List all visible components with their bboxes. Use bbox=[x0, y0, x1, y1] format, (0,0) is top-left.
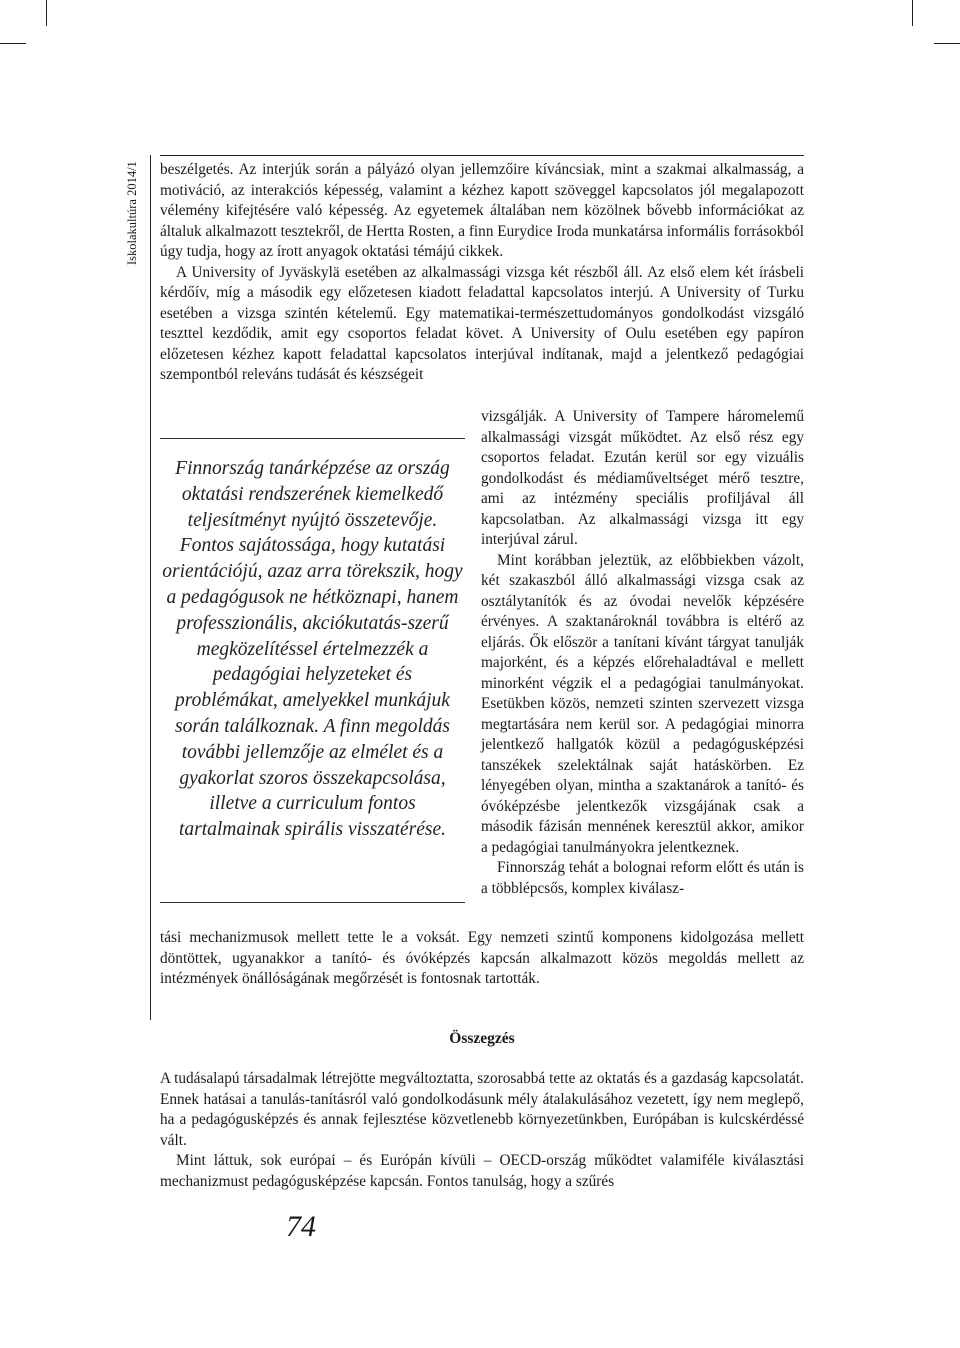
paragraph: tási mechanizmusok mellett tette le a voksát. Egy nemzeti szintű komponens kidolgozása mellett döntöttek, ugyanakkor a tanító- és óvóképzés kapcsán alkalmazott közös megoldás mellett az intézmények önállóságának megőrzését is fontosnak tartották. bbox=[160, 929, 804, 987]
paragraph: beszélgetés. Az interjúk során a pályázó olyan jellemzőire kíváncsiak, mint a szakmai alkalmasság, a motiváció, az interakciós képesség, valamint a kézhez kapott szöveggel kapcsolatos jól megalapozott vélemény kifejtésére való képesség. Az egyetemek általában nem közölnek bővebb információkat az általuk alkalmazott tesztekről, de Hertta Rosten, a finn Eurydice Iroda munkatársa informális forrásokból úgy tudja, hogy az írott anyagok oktatási témájú cikkek. bbox=[160, 161, 804, 260]
paragraph: Finnország tehát a bolognai reform előtt és után is a többlépcsős, komplex kiválasz- bbox=[481, 859, 804, 897]
body-text-right-column bbox=[481, 407, 804, 899]
paragraph: A tudásalapú társadalmak létrejötte megváltoztatta, szorosabbá tette az oktatás és a gazdaság kapcsolatát. Ennek hatásai a tanulás-tanításról való gondolkodásunk mély átalakulásához vezetett, így nem meglepő, ha a pedagógusképzés és annak fejlesztése közvetlenebb környezetünkben, Európában is kulcskérdéssé vált. bbox=[160, 1070, 804, 1149]
crop-mark bbox=[46, 0, 47, 26]
header-rule bbox=[160, 155, 804, 156]
pull-quote: Finnország tanárképzése az ország oktatási rendszerének kiemelkedő teljesítményt nyújtó összetevője. Fontos sajátossága, hogy kutatási orientációjú, azaz arra törekszik, hogy a pedagógusok ne hétköznapi, hanem professzionális, akciókutatás-szerű megközelítéssel értelmezzék a pedagógiai helyzeteket és problémákat, amelyekkel munkájuk során találkoznak. A finn megoldás további jellemzője az elmélet és a gyakorlat szoros összekapcsolása, illetve a curriculum fontos tartalmainak spirális visszatérése. bbox=[162, 458, 463, 841]
crop-mark bbox=[0, 43, 26, 44]
paragraph: A University of Jyväskylä esetében az alkalmassági vizsga két részből áll. Az első elem két írásbeli kérdőív, míg a második egy előzetesen kiadott feladattal kapcsolatos interjú. A University of Turku esetében a vizsga szintén kételemű. Egy matematikai-természettudományos gondolkodást vizsgáló teszttel kezdődik, amit egy csoportos feladat követ. A University of Oulu esetében egy papíron előzetesen kézhez kapott feladattal kapcsolatos interjúval indítanak, majd a jelentkező pedagógiai szempontból releváns tudását és készségeit bbox=[160, 263, 804, 383]
crop-mark bbox=[912, 0, 913, 26]
crop-mark bbox=[934, 43, 960, 44]
section-heading: Összegzés bbox=[449, 1030, 515, 1047]
page-number: 74 bbox=[286, 1210, 316, 1243]
pull-quote-rule-bottom bbox=[160, 902, 465, 903]
margin-rule bbox=[150, 155, 151, 1020]
body-text-bottom bbox=[160, 928, 804, 990]
pull-quote-rule-top bbox=[160, 438, 465, 439]
body-text-top bbox=[160, 160, 804, 386]
running-head: Iskolakultúra 2014/1 bbox=[125, 161, 139, 265]
summary-text bbox=[160, 1069, 804, 1192]
paragraph: Mint korábban jeleztük, az előbbiekben vázolt, két szakaszból álló alkalmassági vizsga csak az osztálytanítók és az óvodai nevelők képzésére érvényes. A szaktanároknál továbbra is eltérő az eljárás. Ők először a tanítani kívánt tárgyat tanulják majorként, és a képzés előrehaladtával e mellett minorként végzik el a pedagógiai tanulmányokat. Esetükben közös, nemzeti szinten szervezett vizsga megtartására nem kerül sor. A pedagógiai minorra jelentkező hallgatók közül a pedagógusképzési tanszékek szelektálnak saját hatáskörben. Ez lényegében olyan, mintha a szaktanárok a tanító- és óvóképzésbe jelentkezők vizsgájának csak a második fázisán mennének keresztül akkor, amikor a pedagógiai tanulmányokra jelentkeznek. bbox=[481, 551, 804, 856]
paragraph: vizsgálják. A University of Tampere háromelemű alkalmassági vizsgát működtet. Az első rész egy csoportos feladat. Ezután kerül sor egy vizuális gondolkodást és médiaműveltséget mérő tesztre, ami az intézmény speciális profiljával áll kapcsolatban. Az alkalmassági vizsga itt egy interjúval zárul. bbox=[481, 408, 804, 548]
paragraph: Mint láttuk, sok európai – és Európán kívüli – OECD-ország működtet valamiféle kiválasztási mechanizmust pedagógusképzése kapcsán. Fontos tanulság, hogy a szűrés bbox=[160, 1152, 804, 1190]
